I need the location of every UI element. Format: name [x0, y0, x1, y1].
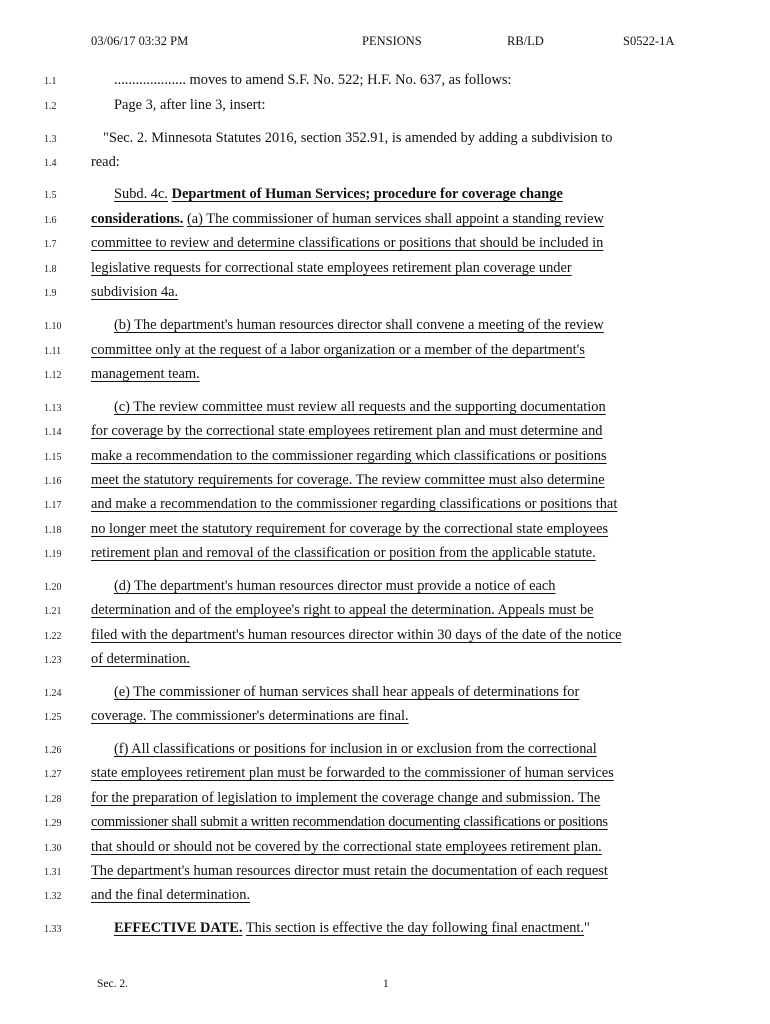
line-number: 1.32	[44, 891, 62, 902]
line-text: The department's human resources director must retain the documentation of each request	[91, 863, 608, 879]
line-number: 1.14	[44, 427, 62, 438]
line-number: 1.33	[44, 924, 62, 935]
line-text-span: (a) The commissioner of human services shall appoint a standing review	[186, 211, 604, 227]
line-number: 1.20	[44, 582, 62, 593]
line-number: 1.10	[44, 321, 62, 332]
line-number: 1.31	[44, 867, 62, 878]
closing-quote: "	[584, 920, 590, 936]
line-number: 1.27	[44, 769, 62, 780]
line-text: and the final determination.	[91, 887, 251, 903]
line-number: 1.25	[44, 712, 62, 723]
line-number: 1.7	[44, 239, 57, 250]
line-text: management team.	[91, 366, 200, 382]
line-number: 1.6	[44, 215, 57, 226]
page-number: 1	[383, 978, 389, 990]
header-datetime: 03/06/17 03:32 PM	[91, 34, 189, 48]
line-text: legislative requests for correctional state employees retirement plan coverage under	[91, 260, 572, 276]
line-text: of determination.	[91, 651, 191, 667]
line-text: committee to review and determine classifications or positions that should be included in	[91, 235, 604, 251]
header-bill-code: S0522-1A	[623, 34, 675, 48]
subdivision-heading-line	[114, 186, 563, 203]
line-number: 1.16	[44, 476, 62, 487]
effective-date-heading: EFFECTIVE DATE.	[114, 920, 243, 936]
line-number: 1.3	[44, 134, 57, 145]
effective-date-line	[114, 920, 590, 937]
line-text: (d) The department's human resources director must provide a notice of each	[114, 578, 556, 594]
subdivision-heading-continued: considerations.	[91, 211, 184, 227]
subdivision-number: Subd. 4c.	[114, 186, 168, 202]
line-number: 1.4	[44, 158, 57, 169]
line-number: 1.5	[44, 190, 57, 201]
line-text: that should or should not be covered by the correctional state employees retirement plan.	[91, 839, 602, 855]
line-number: 1.29	[44, 818, 62, 829]
line-text: (b) The department's human resources director shall convene a meeting of the review	[114, 317, 604, 333]
line-text: committee only at the request of a labor organization or a member of the department's	[91, 342, 585, 358]
line-number: 1.24	[44, 688, 62, 699]
line-text: "Sec. 2. Minnesota Statutes 2016, section 352.91, is amended by adding a subdivision to	[103, 130, 613, 146]
line-text: state employees retirement plan must be forwarded to the commissioner of human services	[91, 765, 614, 781]
line-number: 1.19	[44, 549, 62, 560]
line-number: 1.28	[44, 794, 62, 805]
line-text: subdivision 4a.	[91, 284, 179, 300]
header-topic: PENSIONS	[362, 34, 422, 48]
line-text: (e) The commissioner of human services shall hear appeals of determinations for	[114, 684, 580, 700]
line-number: 1.17	[44, 500, 62, 511]
line-text: .................... moves to amend S.F. No. 522; H.F. No. 637, as follows:	[114, 72, 512, 88]
line-text: meet the statutory requirements for coverage. The review committee must also determine	[91, 472, 605, 488]
line-number: 1.23	[44, 655, 62, 666]
line-number: 1.11	[44, 346, 62, 357]
line-text: make a recommendation to the commissioner regarding which classifications or positions	[91, 448, 607, 464]
line-text: Page 3, after line 3, insert:	[114, 97, 266, 113]
line-text: filed with the department's human resources director within 30 days of the date of the notice	[91, 627, 622, 643]
line-number: 1.15	[44, 452, 62, 463]
line-number: 1.26	[44, 745, 62, 756]
line-text: for the preparation of legislation to implement the coverage change and submission. The	[91, 790, 601, 806]
line-number: 1.12	[44, 370, 62, 381]
header-authors: RB/LD	[507, 34, 544, 48]
line-text: for coverage by the correctional state employees retirement plan and must determine and	[91, 423, 603, 439]
subdivision-heading: Department of Human Services; procedure for coverage change	[171, 186, 563, 202]
line-number: 1.1	[44, 76, 57, 87]
line-text: coverage. The commissioner's determinations are final.	[91, 708, 409, 724]
line-text: determination and of the employee's right to appeal the determination. Appeals must be	[91, 602, 594, 618]
line-number: 1.8	[44, 264, 57, 275]
line-text: (c) The review committee must review all requests and the supporting documentation	[114, 399, 606, 415]
line-text: no longer meet the statutory requirement for coverage by the correctional state employees	[91, 521, 609, 537]
line-text: read:	[91, 154, 120, 170]
line-number: 1.9	[44, 288, 57, 299]
line-text: retirement plan and removal of the classification or position from the applicable statute.	[91, 545, 596, 561]
line-number: 1.13	[44, 403, 62, 414]
footer-section: Sec. 2.	[97, 978, 128, 990]
line-text	[91, 211, 604, 228]
line-number: 1.18	[44, 525, 62, 536]
line-number: 1.30	[44, 843, 62, 854]
line-text: commissioner shall submit a written recommendation documenting classifications or positions	[91, 814, 608, 830]
line-number: 1.2	[44, 101, 57, 112]
effective-date-text: This section is effective the day following final enactment.	[245, 920, 585, 936]
line-number: 1.21	[44, 606, 62, 617]
line-number: 1.22	[44, 631, 62, 642]
line-text: (f) All classifications or positions for inclusion in or exclusion from the correctional	[114, 741, 597, 757]
line-text: and make a recommendation to the commissioner regarding classifications or positions that	[91, 496, 618, 512]
